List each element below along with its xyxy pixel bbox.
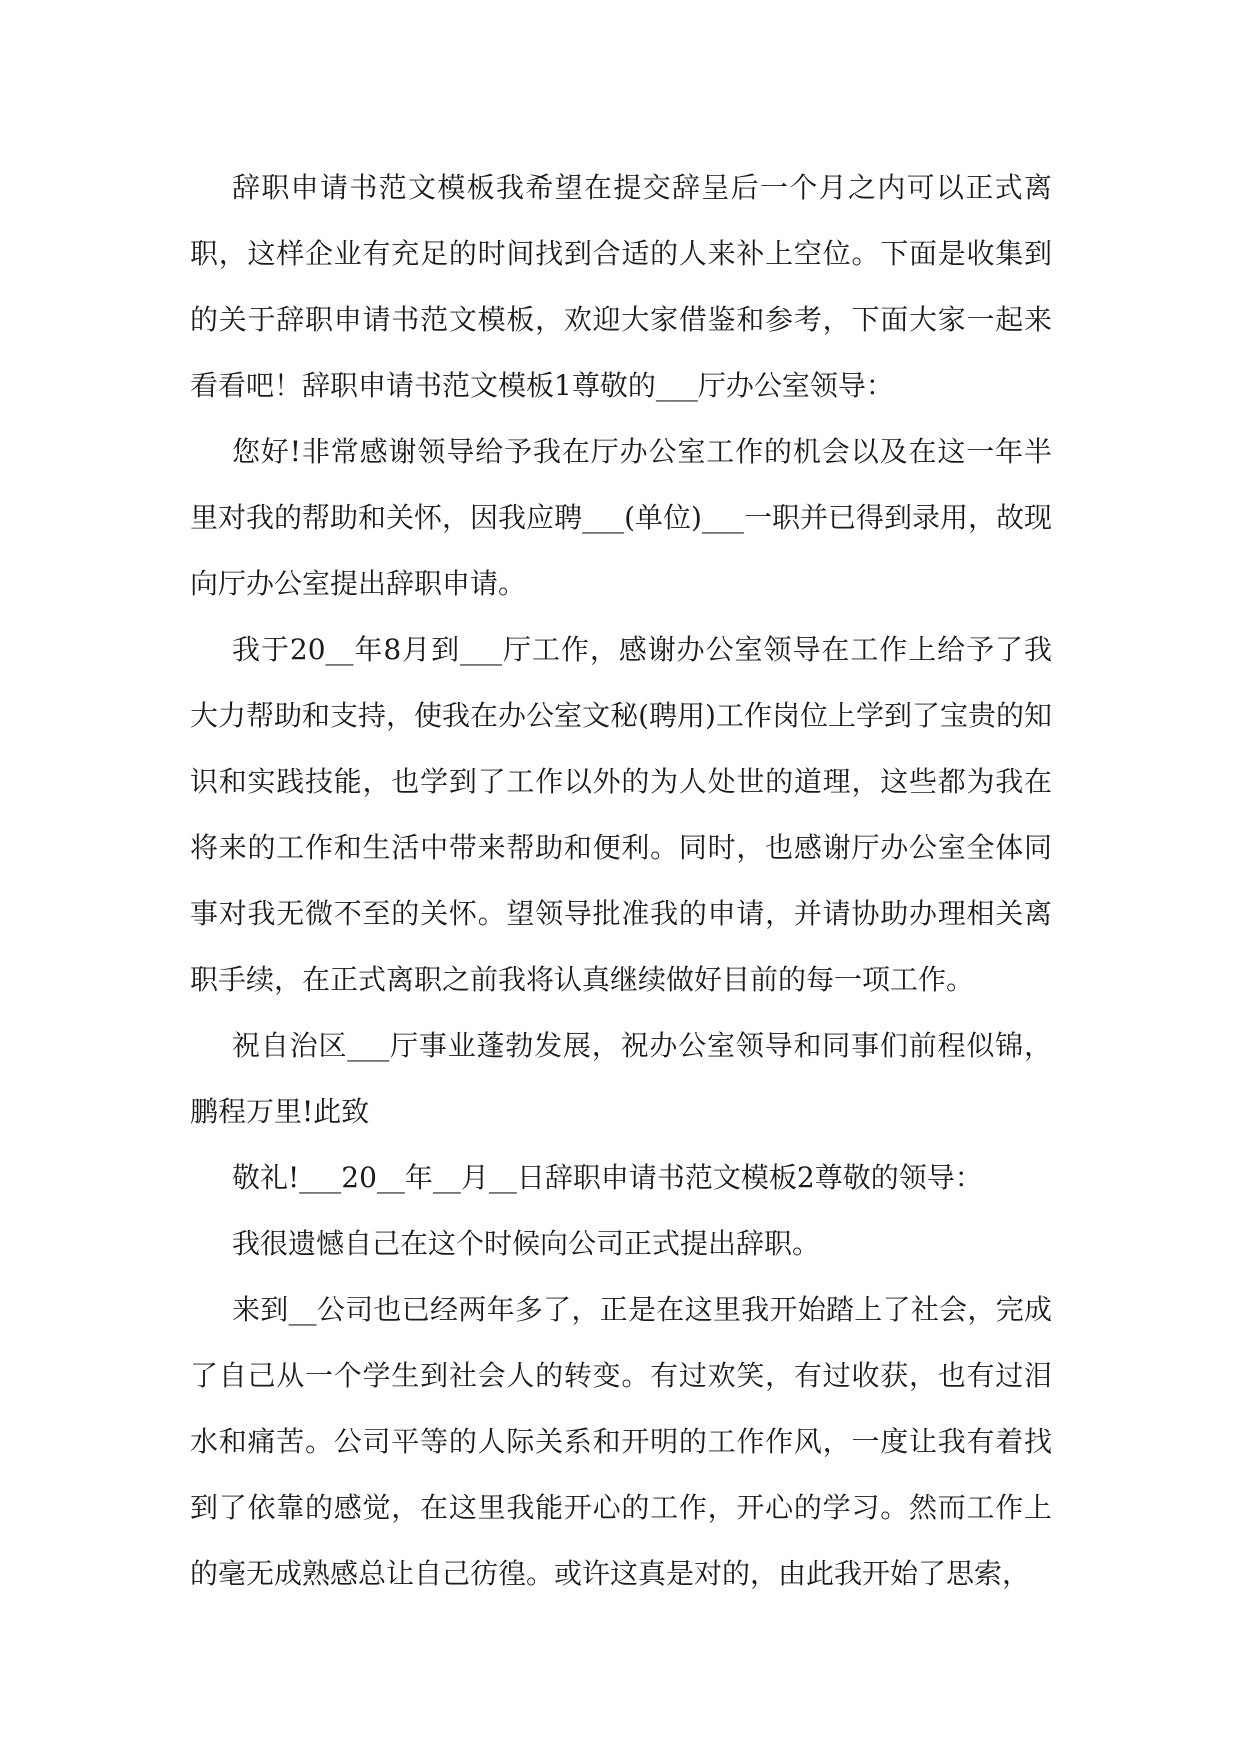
paragraph-salutation: 敬礼!___20__年__月__日辞职申请书范文模板2尊敬的领导： <box>232 1161 983 1194</box>
paragraph-intro: 辞职申请书范文模板我希望在提交辞呈后一个月之内可以正式离职，这样企业有充足的时间找到合适的人来补上空位。下面是收集到的关于辞职申请书范文模板，欢迎大家借鉴和参考，下面大家一起来看看吧！辞职申请书范文模板1尊敬的___厅办公室领导： <box>190 171 1052 402</box>
paragraph-wishes: 祝自治区___厅事业蓬勃发展，祝办公室领导和同事们前程似锦，鹏程万里!此致 <box>190 1029 1052 1128</box>
document-body <box>190 155 1052 1607</box>
paragraph-body: 我于20__年8月到___厅工作，感谢办公室领导在工作上给予了我大力帮助和支持，使我在办公室文秘(聘用)工作岗位上学到了宝贵的知识和实践技能，也学到了工作以外的为人处世的道理，这些都为我在将来的工作和生活中带来帮助和便利。同时，也感谢厅办公室全体同事对我无微不至的关怀。望领导批准我的申请，并请协助办理相关离职手续，在正式离职之前我将认真继续做好目前的每一项工作。 <box>190 633 1052 996</box>
paragraph-template2-body: 来到__公司也已经两年多了，正是在这里我开始踏上了社会，完成了自己从一个学生到社会人的转变。有过欢笑，有过收获，也有过泪水和痛苦。公司平等的人际关系和开明的工作作风，一度让我有着找到了依靠的感觉，在这里我能开心的工作，开心的学习。然而工作上的毫无成熟感总让自己彷徨。或许这真是对的，由此我开始了思索， <box>190 1293 1052 1590</box>
paragraph-template2-opening: 我很遗憾自己在这个时候向公司正式提出辞职。 <box>232 1227 821 1260</box>
paragraph-greeting: 您好!非常感谢领导给予我在厅办公室工作的机会以及在这一年半里对我的帮助和关怀，因我应聘___(单位)___一职并已得到录用，故现向厅办公室提出辞职申请。 <box>190 435 1052 600</box>
